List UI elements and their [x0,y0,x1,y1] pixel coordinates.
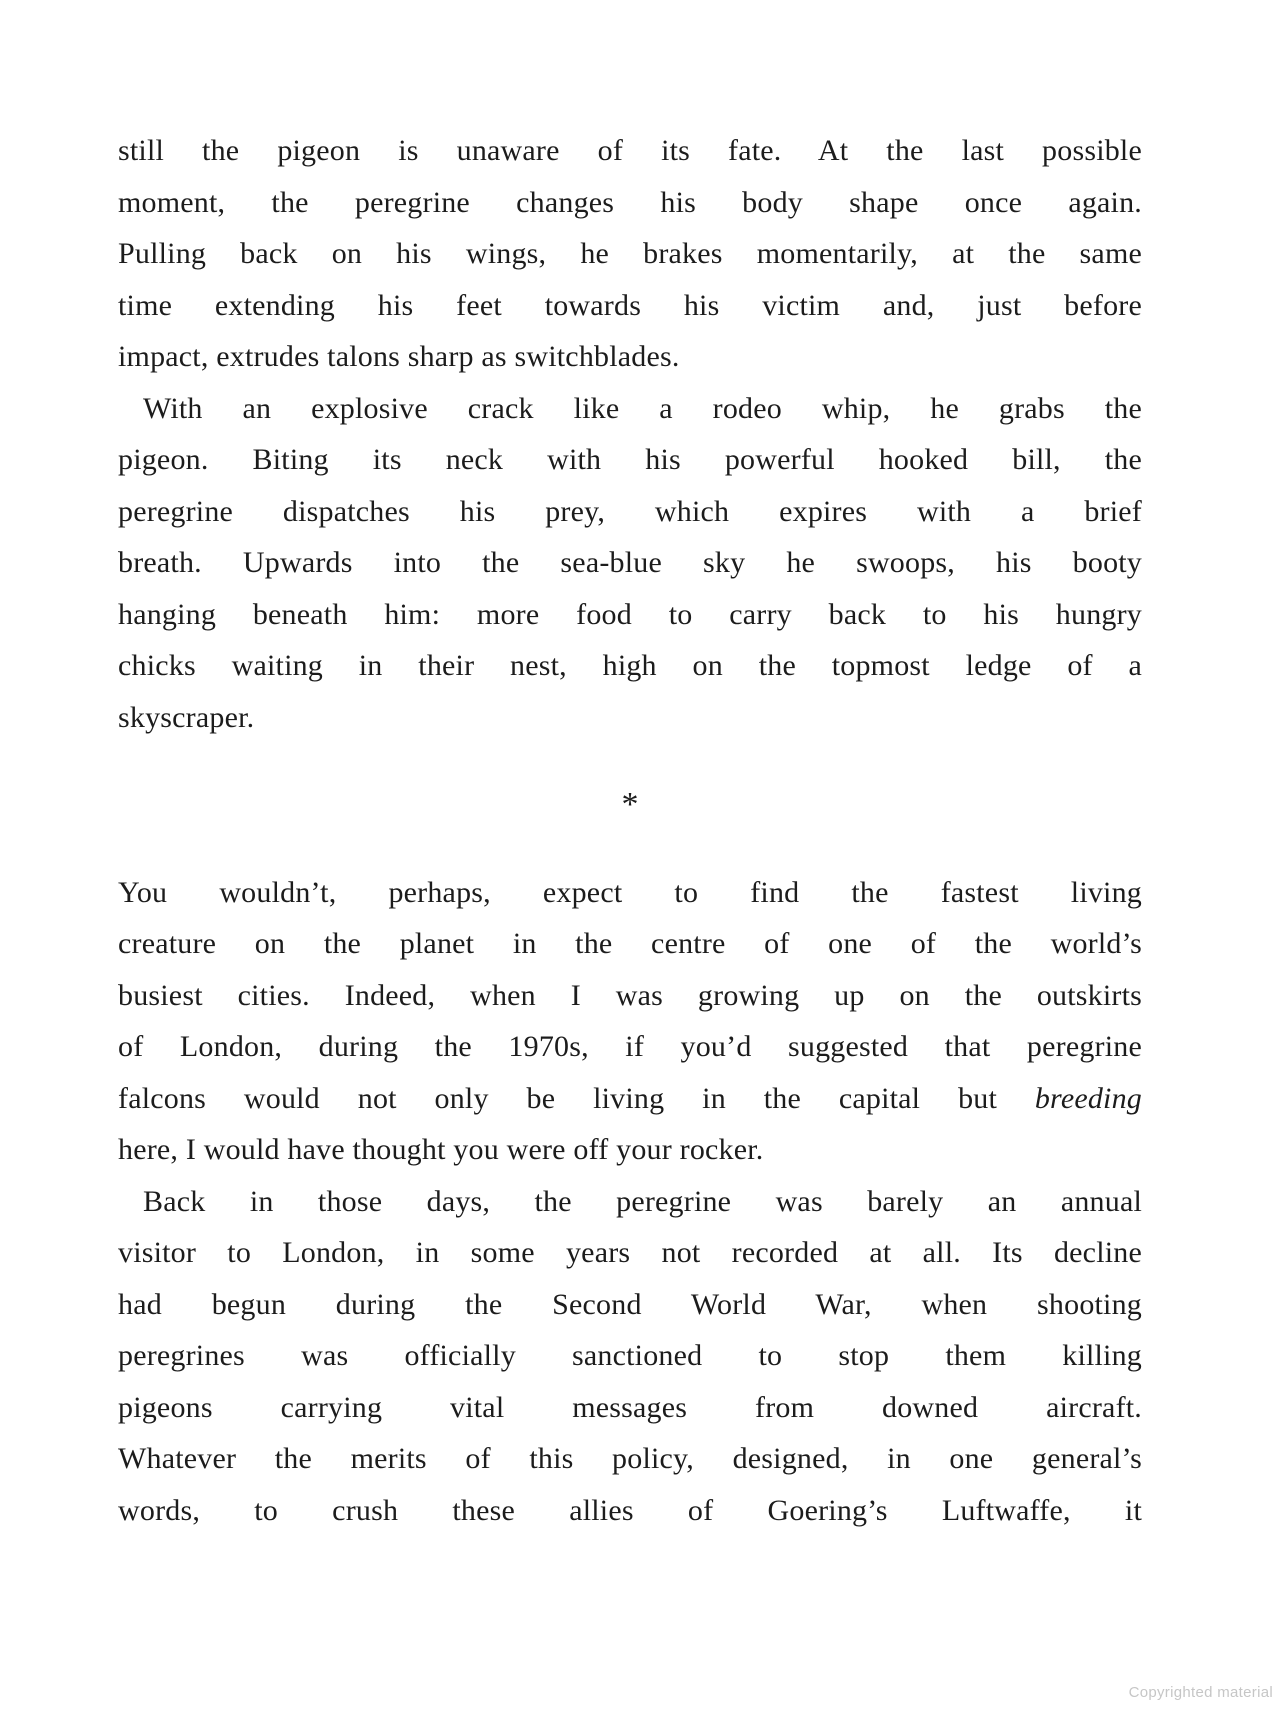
text-line: peregrines was officially sanctioned to stop them killing [118,1339,1142,1372]
paragraph-4 [118,1176,1142,1537]
text-line: chicks waiting in their nest, high on the topmost ledge of a [118,649,1142,682]
text-line: impact, extrudes talons sharp as switchblades. [118,340,680,373]
text-line: still the pigeon is unaware of its fate. At the last possible [118,134,1142,167]
section-break-asterisk: * [621,786,639,823]
text-line: With an explosive crack like a rodeo whip, he grabs the [143,391,1142,425]
text-line: of London, during the 1970s, if you’d suggested that peregrine [118,1030,1142,1063]
paragraph-1 [118,125,1142,383]
text-line: time extending his feet towards his victim and, just before [118,288,1142,322]
text-line: pigeon. Biting its neck with his powerful hooked bill, the [118,443,1142,476]
text-line: skyscraper. [118,700,255,734]
emphasized-word: breeding [1034,1081,1142,1115]
text-line: had begun during the Second World War, when shooting [118,1287,1142,1321]
text-line: peregrine dispatches his prey, which expires with a brief [118,494,1142,528]
text-line: visitor to London, in some years not recorded at all. Its decline [118,1236,1142,1269]
text-line: here, I would have thought you were off your rocker. [118,1133,764,1166]
text-line: pigeons carrying vital messages from downed aircraft. [118,1390,1142,1424]
text-line: Pulling back on his wings, he brakes momentarily, at the same [118,237,1142,270]
text-line: You wouldn’t, perhaps, expect to find the fastest living [118,875,1142,909]
text-line: Back in those days, the peregrine was barely an annual [143,1184,1142,1218]
paragraph-2 [118,383,1142,744]
text-segment: falcons would not only be living in the capital but [118,1081,1035,1115]
text-line: moment, the peregrine changes his body shape once again. [118,185,1142,219]
text-line [118,1073,1142,1125]
text-line: Whatever the merits of this policy, designed, in one general’s [118,1442,1142,1475]
copyright-notice: Copyrighted material [1128,1684,1273,1701]
text-line: creature on the planet in the centre of one of the world’s [118,927,1142,960]
text-line: busiest cities. Indeed, when I was growing up on the outskirts [118,978,1142,1012]
text-line: breath. Upwards into the sea-blue sky he swoops, his booty [118,546,1142,579]
text-line: hanging beneath him: more food to carry back to his hungry [118,597,1142,631]
page-text [118,125,1142,1536]
text-line: words, to crush these allies of Goering’s Luftwaffe, it [118,1493,1142,1527]
paragraph-3 [118,867,1142,1176]
